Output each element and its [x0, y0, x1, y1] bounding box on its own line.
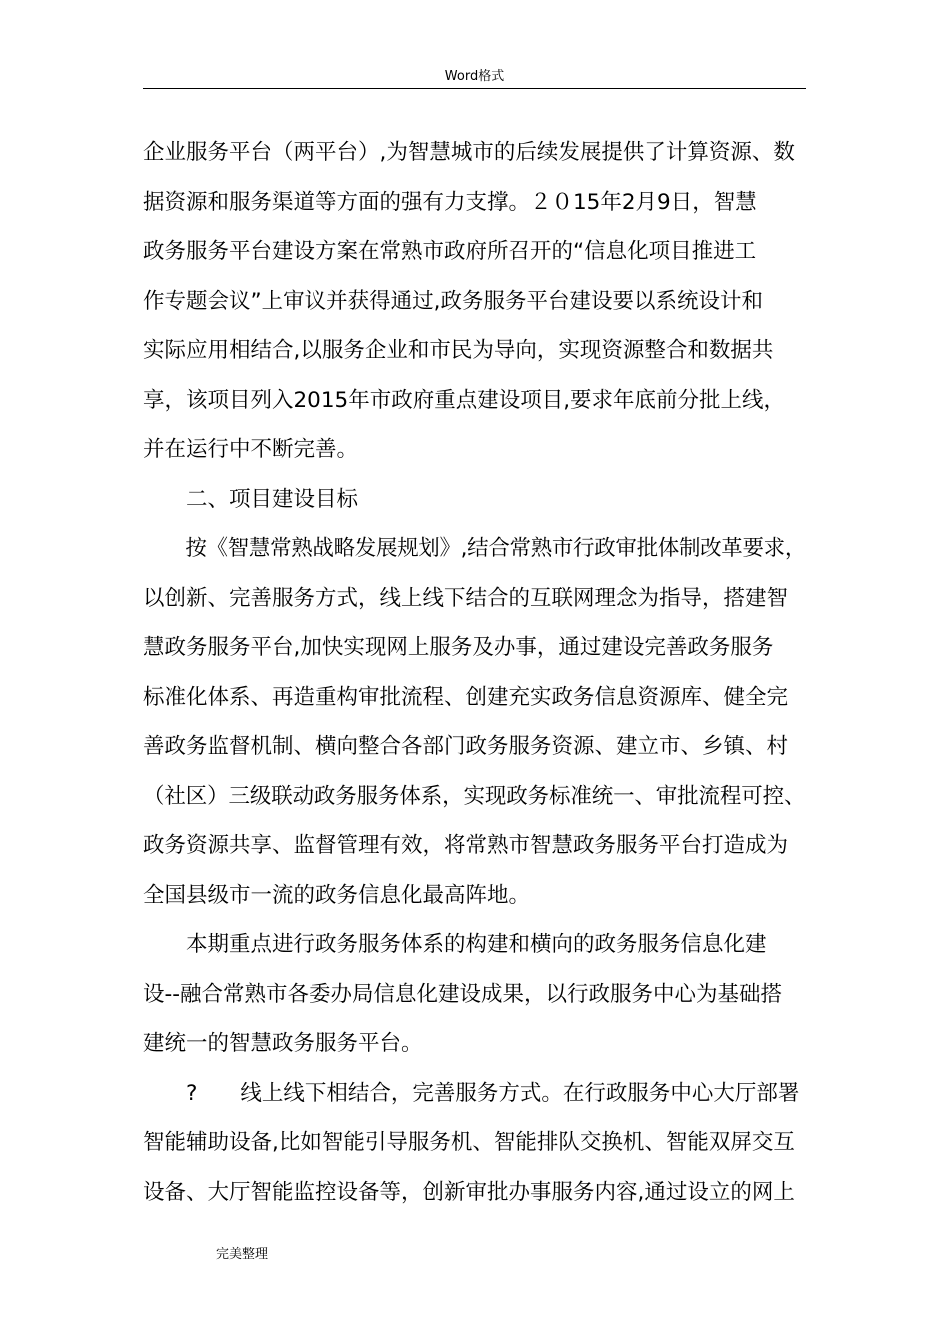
- text-line: 善政务监督机制、横向整合各部门政务服务资源、建立市、乡镇、村: [143, 734, 789, 759]
- text-line: 按《智慧常熟战略发展规划》,结合常熟市行政审批体制改革要求，: [143, 536, 807, 561]
- text-line: 建统一的智慧政务服务平台。: [143, 1031, 423, 1056]
- text-line: 企业服务平台（两平台）,为智慧城市的后续发展提供了计算资源、数: [143, 140, 795, 165]
- text-line: 以创新、完善服务方式，线上线下结合的互联网理念为指导，搭建智: [143, 585, 789, 611]
- document-body: [143, 128, 806, 1217]
- text-line: 实际应用相结合,以服务企业和市民为导向，实现资源整合和数据共: [143, 338, 774, 363]
- text-line: 设--融合常熟市各委办局信息化建设成果，以行政服务中心为基础搭: [143, 981, 783, 1007]
- section-heading: 二、项目建设目标: [143, 486, 359, 512]
- bullet-line: ? 线上线下相结合，完善服务方式。在行政服务中心大厅部署: [143, 1080, 800, 1106]
- text-line: （社区）三级联动政务服务体系，实现政务标准统一、审批流程可控、: [143, 783, 806, 809]
- text-line: 政务服务平台建设方案在常熟市政府所召开的“信息化项目推进工: [143, 239, 757, 264]
- text-line: 智能辅助设备,比如智能引导服务机、智能排队交换机、智能双屏交互: [143, 1130, 795, 1155]
- text-line: 据资源和服务渠道等方面的强有力支撑。２０15年2月9日，智慧: [143, 189, 757, 215]
- text-line: 并在运行中不断完善。: [143, 437, 359, 462]
- text-line: 标准化体系、再造重构审批流程、创建充实政务信息资源库、健全完: [143, 684, 789, 710]
- text-line: 享，该项目列入2015年市政府重点建设项目,要求年底前分批上线，: [143, 387, 786, 413]
- text-line: 作专题会议”上审议并获得通过,政务服务平台建设要以系统设计和: [143, 288, 763, 314]
- text-line: 政务资源共享、监督管理有效，将常熟市智慧政务服务平台打造成为: [143, 833, 789, 858]
- text-line: 慧政务服务平台,加快实现网上服务及办事，通过建设完善政务服务: [143, 635, 774, 660]
- page-footer: 完美整理: [216, 1247, 269, 1262]
- text-line: 本期重点进行政务服务体系的构建和横向的政务服务信息化建: [143, 932, 767, 957]
- text-line: 全国县级市一流的政务信息化最高阵地。: [143, 882, 531, 908]
- text-line: 设备、大厅智能监控设备等，创新审批办事服务内容,通过设立的网上: [143, 1179, 795, 1205]
- page-header: Word格式: [143, 66, 806, 89]
